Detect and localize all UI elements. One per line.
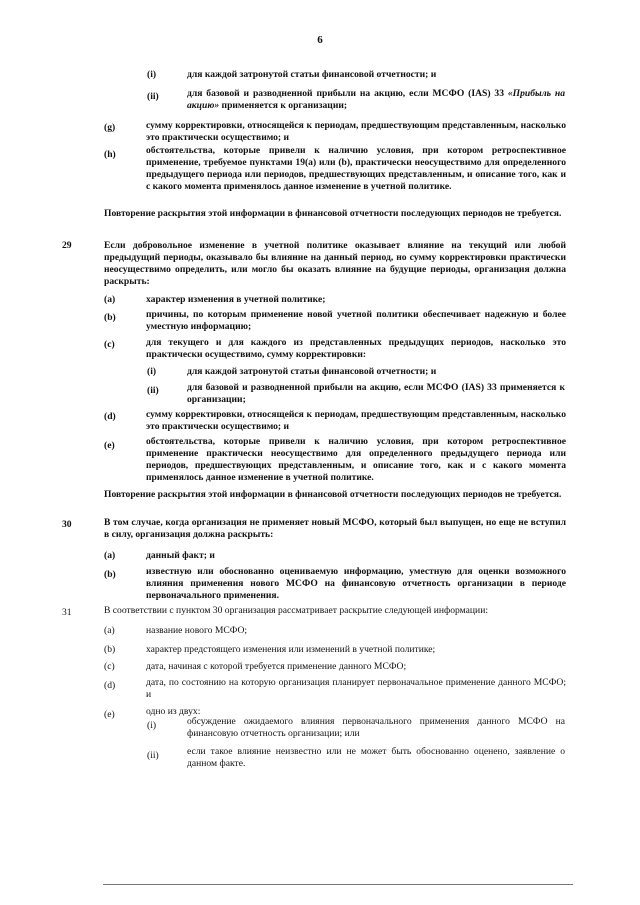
item-label: (g) (104, 122, 116, 133)
item-label: (i) (147, 720, 157, 731)
item-label: (ii) (147, 91, 159, 102)
item-label: (b) (104, 312, 116, 323)
item-text: для текущего и для каждого из представленных предыдущих периодов, насколько это практически осуществимо, сумму корректировки: (146, 337, 566, 360)
item-label: (c) (104, 661, 115, 672)
paragraph-text: Повторение раскрытия этой информации в финансовой отчетности последующих периодов не требуется. (104, 489, 562, 500)
item-text: данный факт; и (146, 550, 215, 561)
item-label: (e) (104, 440, 115, 451)
paragraph-text: Повторение раскрытия этой информации в финансовой отчетности последующих периодов не требуется. (104, 208, 562, 219)
paragraph-text: Если добровольное изменение в учетной политике оказывает влияние на текущий или любой предыдущий периоды, оказывало бы влияние на данный период, но сумму корректировки практически неосуществимо определить, или могло бы оказать влияние на будущие периоды, организация должна раскрыть: (104, 240, 566, 287)
item-label: (h) (104, 149, 116, 160)
paragraph-text: В том случае, когда организация не применяет новый МСФО, который был выпущен, но еще не вступил в силу, организация должна раскрыть: (104, 517, 566, 540)
item-text: для базовой и разводненной прибыли на акцию, если МСФО (IAS) 33 применяется к организации; (187, 382, 565, 405)
item-label: (i) (147, 366, 157, 377)
item-label: (a) (104, 550, 116, 561)
item-text: название нового МСФО; (146, 625, 248, 636)
item-text: сумму корректировки, относящейся к периодам, предшествующим представленным, насколько это практически осуществимо; и (146, 409, 566, 432)
page-number: 6 (317, 34, 323, 46)
item-text: сумму корректировки, относящейся к периодам, предшествующим представленным, насколько это практически осуществимо; и (146, 120, 566, 143)
paragraph-text: В соответствии с пунктом 30 организация рассматривает раскрытие следующей информации: (104, 605, 488, 616)
item-text: дата, по состоянию на которую организация планирует первоначальное применение данного МСФО; и (146, 677, 566, 700)
item-text: характер изменения в учетной политике; (146, 294, 326, 305)
item-text: характер предстоящего изменения или изменений в учетной политике; (146, 644, 436, 655)
item-text: для базовой и разводненной прибыли на акцию, если МСФО (IAS) 33 «Прибыль на акцию» применяется к организации; (187, 88, 566, 111)
page-bottom-rule (103, 884, 573, 885)
item-label: (b) (104, 569, 116, 580)
item-text: обстоятельства, которые привели к наличию условия, при котором ретроспективное применение, требуемое пунктами 19(a) или (b), практически неосуществимо для определенного предыдущего периода или периодов, предшествующих представленным, и описание того, как и с какого момента применялось данное изменение в учетной политике. (146, 145, 566, 192)
item-label: (a) (104, 294, 116, 305)
item-label: (ii) (147, 385, 159, 396)
item-label: (ii) (147, 750, 159, 761)
paragraph-number: 30 (62, 519, 72, 530)
item-label: (i) (147, 69, 157, 80)
item-label: (e) (104, 709, 115, 720)
item-text: обсуждение ожидаемого влияния первоначального применения данного МСФО на финансовую отчетность организации; или (187, 716, 565, 739)
paragraph-number: 31 (62, 607, 72, 618)
item-text: для каждой затронутой статьи финансовой отчетности; и (187, 366, 437, 377)
item-text: известную или обоснованно оцениваемую информацию, уместную для оценки возможного влияния применения нового МСФО на финансовую отчетность организации в периоде первоначального применения. (146, 566, 566, 601)
item-text: одно из двух: (146, 706, 201, 717)
item-text: дата, начиная с которой требуется применение данного МСФО; (146, 661, 407, 672)
item-text: обстоятельства, которые привели к наличию условия, при котором ретроспективное применение практически неосуществимо для определенного предыдущего периода или периодов, предшествующих представленным, и описание того, как и с какого момента применялось данное изменение в учетной политике. (146, 436, 566, 483)
item-label: (a) (104, 625, 115, 636)
item-label: (c) (104, 339, 115, 350)
item-text: для каждой затронутой статьи финансовой отчетности; и (187, 69, 437, 80)
item-text: если такое влияние неизвестно или не может быть обоснованно оценено, заявление о данном факте. (187, 746, 565, 769)
paragraph-number: 29 (62, 240, 72, 251)
item-label: (b) (104, 644, 116, 655)
item-label: (d) (104, 680, 116, 691)
item-label: (d) (104, 411, 116, 422)
item-text: причины, по которым применение новой учетной политики обеспечивает надежную и более уместную информацию; (146, 309, 566, 332)
